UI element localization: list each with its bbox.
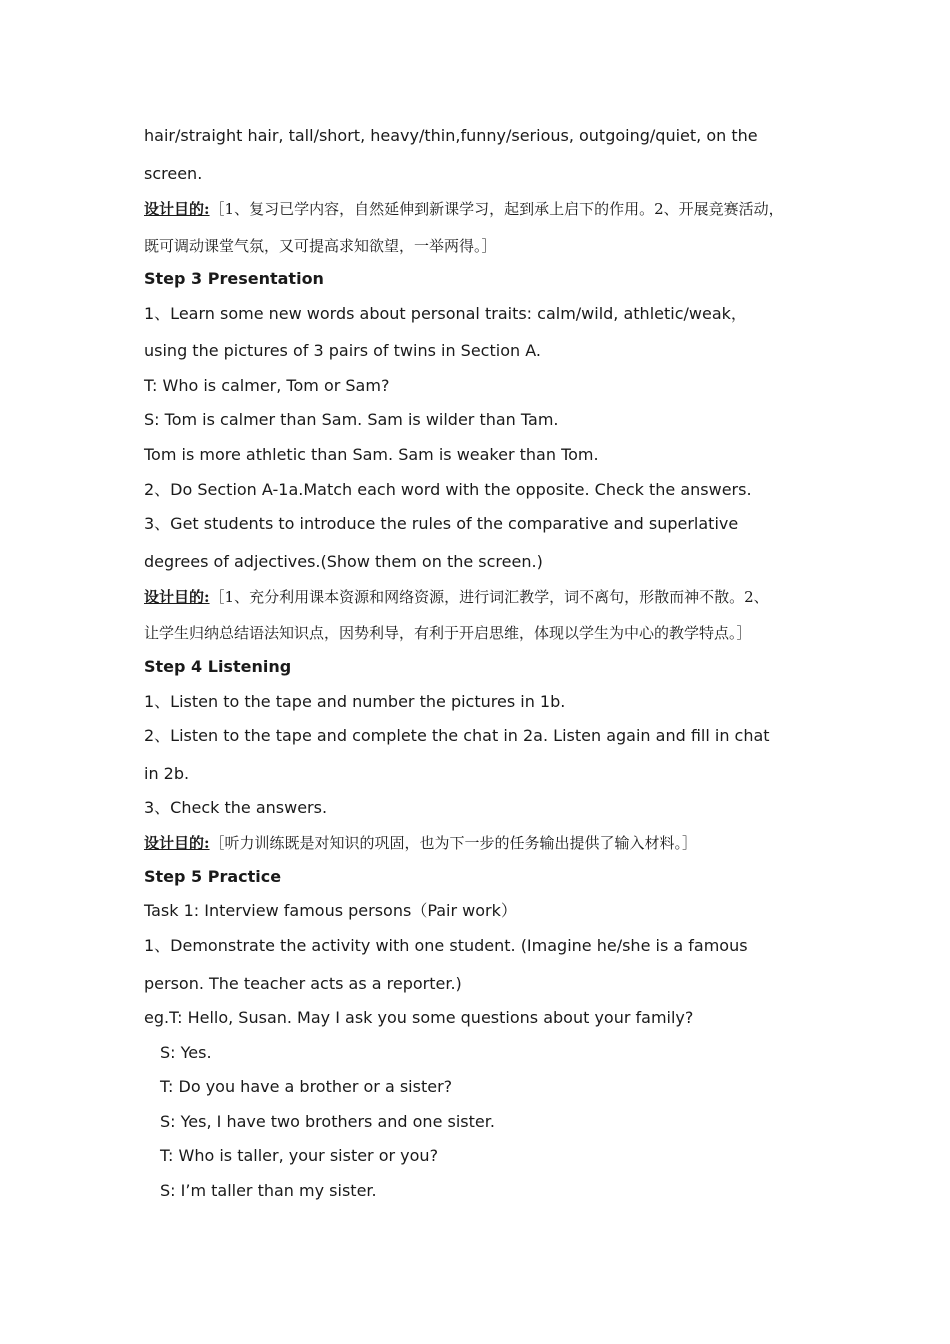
dialogue-line: S: Yes, I have two brothers and one sister. <box>160 1112 495 1131</box>
dialogue-line: T: Who is taller, your sister or you? <box>160 1146 439 1165</box>
design-purpose-label: 设计目的: <box>144 834 210 852</box>
design-purpose-line <box>144 199 784 219</box>
dialogue-line: T: Do you have a brother or a sister? <box>160 1077 453 1096</box>
design-purpose-text: ［听力训练既是对知识的巩固，也为下一步的任务输出提供了输入材料。］ <box>209 834 698 852</box>
text-line: using the pictures of 3 pairs of twins in Section A. <box>144 341 541 360</box>
dialogue-line: S: I’m taller than my sister. <box>160 1181 377 1200</box>
design-purpose-line <box>144 587 769 607</box>
text-line: T: Who is calmer, Tom or Sam? <box>144 376 390 395</box>
text-line: person. The teacher acts as a reporter.) <box>144 974 462 993</box>
text-line: degrees of adjectives.(Show them on the screen.) <box>144 552 543 571</box>
text-line: 3、Get students to introduce the rules of the comparative and superlative <box>144 514 739 533</box>
text-line: in 2b. <box>144 764 190 783</box>
text-line: 1、Listen to the tape and number the pictures in 1b. <box>144 692 566 711</box>
text-line: screen. <box>144 164 203 183</box>
text-line: S: Tom is calmer than Sam. Sam is wilder than Tam. <box>144 410 559 429</box>
design-purpose-line <box>144 833 697 853</box>
text-line: eg.T: Hello, Susan. May I ask you some questions about your family? <box>144 1008 694 1027</box>
text-line: Tom is more athletic than Sam. Sam is weaker than Tom. <box>144 445 599 464</box>
text-line: hair/straight hair, tall/short, heavy/thin,funny/serious, outgoing/quiet, on the <box>144 126 758 145</box>
step-heading: Step 4 Listening <box>144 657 292 676</box>
design-purpose-text: 让学生归纳总结语法知识点，因势利导，有利于开启思维，体现以学生为中心的教学特点。］ <box>144 624 752 642</box>
dialogue-line: S: Yes. <box>160 1043 212 1062</box>
text-line: 2、Do Section A-1a.Match each word with the opposite. Check the answers. <box>144 480 752 499</box>
design-purpose-text: ［1、充分利用课本资源和网络资源，进行词汇教学，词不离句，形散而神不散。2、 <box>209 588 769 606</box>
text-line: Task 1: Interview famous persons（Pair work） <box>144 901 517 920</box>
design-purpose-text: 既可调动课堂气氛，又可提高求知欲望，一举两得。］ <box>144 237 497 255</box>
design-purpose-text: ［1、复习已学内容，自然延伸到新课学习，起到承上启下的作用。2、开展竞赛活动， <box>209 200 784 218</box>
text-line: 3、Check the answers. <box>144 798 328 817</box>
step-heading: Step 5 Practice <box>144 867 282 886</box>
text-line: 1、Learn some new words about personal traits: calm/wild, athletic/weak， <box>144 304 747 323</box>
design-purpose-label: 设计目的: <box>144 588 210 606</box>
text-line: 1、Demonstrate the activity with one student. (Imagine he/she is a famous <box>144 936 748 955</box>
step-heading: Step 3 Presentation <box>144 269 324 288</box>
design-purpose-label: 设计目的: <box>144 200 210 218</box>
text-line: 2、Listen to the tape and complete the chat in 2a. Listen again and fill in chat <box>144 726 770 745</box>
